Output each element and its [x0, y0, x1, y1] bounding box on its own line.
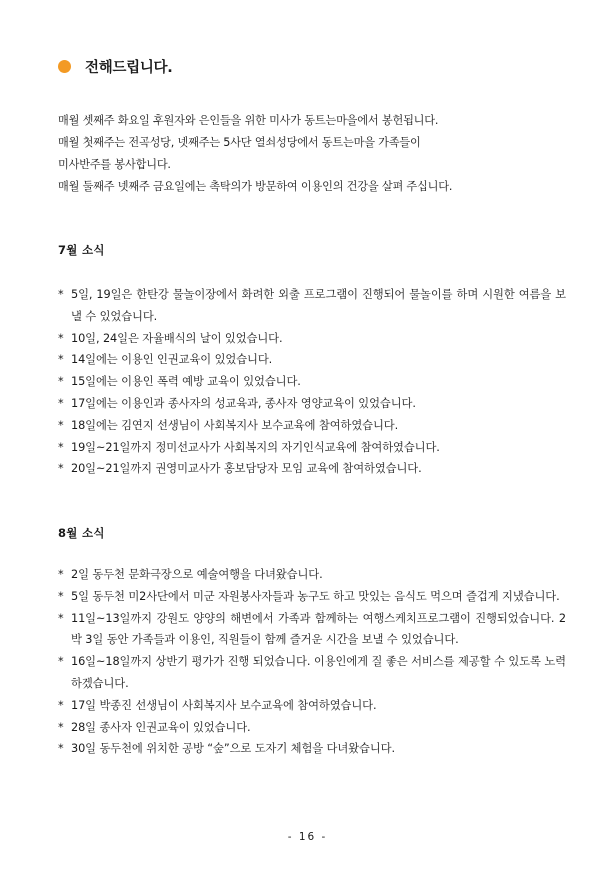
list-item [58, 717, 566, 739]
bullet-icon: * [58, 655, 64, 669]
list-item [58, 564, 566, 586]
section-title-row [58, 55, 172, 77]
list-item-text: 16일~18일까지 상반기 평가가 진행 되었습니다. 이용인에게 질 좋은 서비스를 제공할 수 있도록 노력하겠습니다. [71, 655, 566, 690]
list-item [58, 284, 566, 328]
intro-line: 매월 첫째주는 전곡성당, 넷째주는 5사단 열쇠성당에서 동트는마을 가족들이 [58, 136, 421, 149]
list-item-text: 10일, 24일은 자율배식의 날이 있었습니다. [71, 331, 283, 345]
list-item [58, 437, 566, 459]
list-item-text: 17일에는 이용인과 종사자의 성교육과, 종사자 영양교육이 있었습니다. [71, 396, 416, 410]
intro-line: 미사반주를 봉사합니다. [58, 158, 171, 171]
bullet-icon: * [58, 720, 64, 734]
list-item [58, 738, 566, 760]
list-item [58, 586, 566, 608]
list-item [58, 695, 566, 717]
bullet-icon: * [58, 288, 64, 301]
list-item-text: 19일~21일까지 정미선교사가 사회복지의 자기인식교육에 참여하였습니다. [71, 440, 440, 454]
bullet-icon: * [58, 418, 64, 432]
bullet-icon: * [58, 353, 64, 367]
list-item-text: 5일, 19일은 한탄강 물놀이장에서 화려한 외출 프로그램이 진행되어 물놀이를 하며 시원한 여름을 보낼 수 있었습니다. [71, 288, 566, 323]
list-item [58, 415, 566, 437]
list-item-text: 11일~13일까지 강원도 양양의 해변에서 가족과 함께하는 여행스케치프로그램이 진행되었습니다. 2박 3일 동안 가족들과 이용인, 직원들이 함께 즐거운 시간을 보낼 수 있었습니다. [71, 611, 566, 647]
august-news-heading: 8월 소식 [58, 526, 105, 540]
list-item [58, 393, 566, 415]
list-item [58, 651, 566, 695]
bullet-icon: * [58, 331, 64, 345]
bullet-icon: * [58, 698, 64, 712]
august-news-list [58, 564, 566, 760]
bullet-icon: * [58, 742, 64, 756]
list-item-text: 15일에는 이용인 폭력 예방 교육이 있었습니다. [71, 375, 301, 389]
intro-line: 매월 셋째주 화요일 후원자와 은인들을 위한 미사가 동트는마을에서 봉헌됩니다. [58, 114, 439, 127]
bullet-icon: * [58, 396, 64, 410]
bullet-icon: * [58, 440, 64, 454]
list-item-text: 28일 종사자 인권교육이 있었습니다. [71, 720, 251, 734]
page-number: - 16 - [287, 831, 328, 843]
list-item-text: 5일 동두천 미2사단에서 미군 자원봉사자들과 농구도 하고 맛있는 음식도 먹으며 즐겁게 지냈습니다. [71, 589, 560, 603]
july-news-heading: 7월 소식 [58, 243, 105, 257]
list-item-text: 2일 동두천 문화극장으로 예술여행을 다녀왔습니다. [71, 568, 323, 581]
list-item-text: 18일에는 김연지 선생님이 사회복지사 보수교육에 참여하였습니다. [71, 418, 399, 432]
list-item [58, 371, 566, 393]
orange-dot-icon [58, 60, 71, 73]
july-news-list [58, 284, 566, 480]
list-item [58, 349, 566, 371]
intro-line: 매월 둘째주 넷째주 금요일에는 촉탁의가 방문하여 이용인의 건강을 살펴 주십니다. [58, 180, 453, 193]
list-item [58, 458, 566, 480]
bullet-icon: * [58, 375, 64, 389]
list-item-text: 20일~21일까지 권영미교사가 홍보담당자 모임 교육에 참여하였습니다. [71, 462, 422, 476]
bullet-icon: * [58, 611, 64, 625]
bullet-icon: * [58, 589, 64, 603]
list-item-text: 14일에는 이용인 인권교육이 있었습니다. [71, 353, 273, 367]
list-item-text: 17일 박종진 선생님이 사회복지사 보수교육에 참여하였습니다. [71, 698, 377, 712]
bullet-icon: * [58, 568, 64, 581]
list-item [58, 328, 566, 350]
intro-paragraph [58, 110, 568, 198]
list-item [58, 608, 566, 652]
section-title: 전해드립니다. [85, 59, 173, 76]
bullet-icon: * [58, 462, 64, 476]
list-item-text: 30일 동두천에 위치한 공방 “숲”으로 도자기 체험을 다녀왔습니다. [71, 742, 395, 756]
